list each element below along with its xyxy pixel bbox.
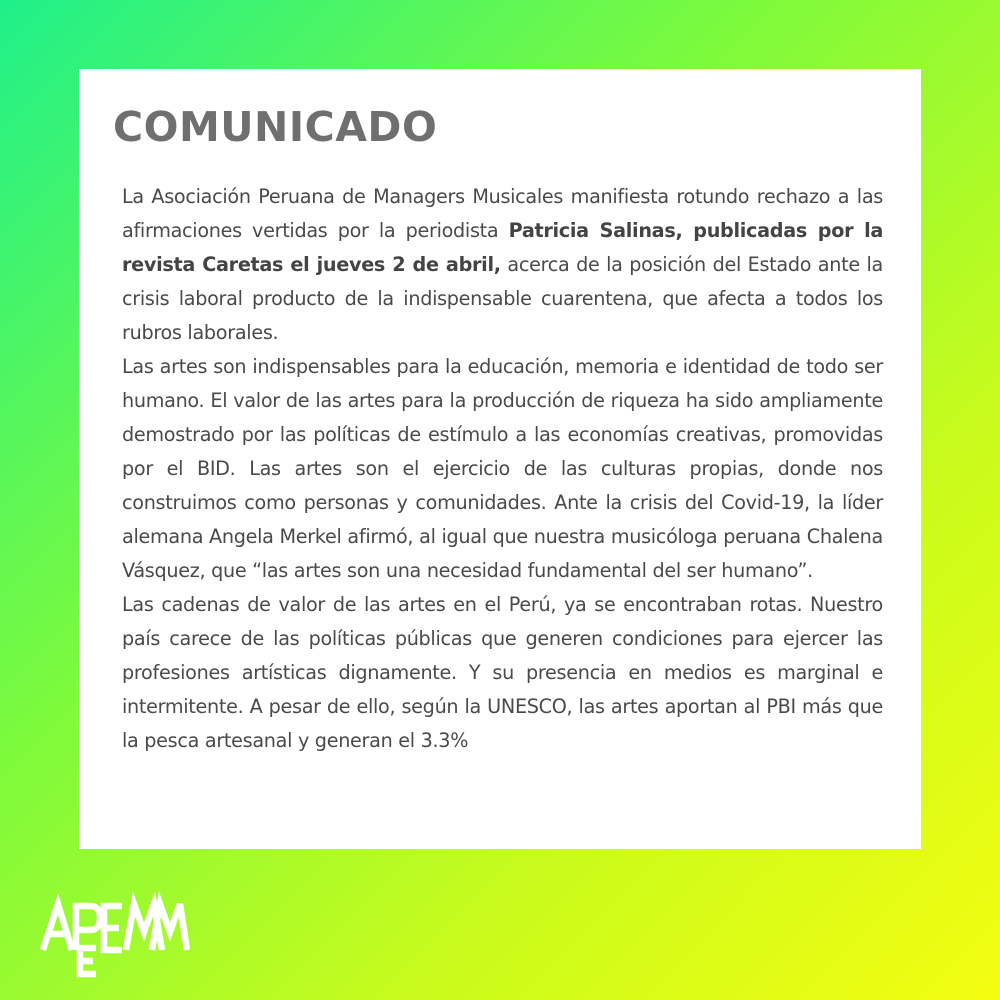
paragraph-1-rest: acerca de la posición del Estado ante la crisis laboral producto de la indispensable cuarentena, que afecta a todos los rubros laborales. xyxy=(122,253,883,344)
page-title: COMUNICADO xyxy=(113,103,438,151)
paragraph-1-intro: La Asociación Peruana de Managers Musicales manifiesta rotundo rechazo a las afirmaciones vertidas por la periodista xyxy=(122,185,883,242)
paragraph-1 xyxy=(122,180,883,350)
statement-body xyxy=(122,180,883,758)
paragraph-2: Las artes son indispensables para la educación, memoria e identidad de todo ser humano. El valor de las artes para la producción de riqueza ha sido ampliamente demostrado por las políticas de estímulo a las economías creativas, promovidas por el BID. Las artes son el ejercicio de las culturas propias, donde nos construimos como personas y comunidades. Ante la crisis del Covid-19, la líder alemana Angela Merkel afirmó, al igual que nuestra musicóloga peruana Chalena Vásquez, que “las artes son una necesidad fundamental del ser humano”. xyxy=(122,355,883,582)
apemm-logo-graphic xyxy=(40,892,190,980)
statement-card xyxy=(79,69,921,849)
paragraph-3: Las cadenas de valor de las artes en el Perú, ya se encontraban rotas. Nuestro país carece de las políticas públicas que generen condiciones para ejercer las profesiones artísticas dignamente. Y su presencia en medios es marginal e intermitente. A pesar de ello, según la UNESCO, las artes aportan al PBI más que la pesca artesanal y generan el 3.3% xyxy=(122,593,883,752)
paragraph-1-highlight: Patricia Salinas, publicadas por la revista Caretas el jueves 2 de abril, xyxy=(122,219,883,276)
apemm-logo-icon xyxy=(40,892,190,980)
